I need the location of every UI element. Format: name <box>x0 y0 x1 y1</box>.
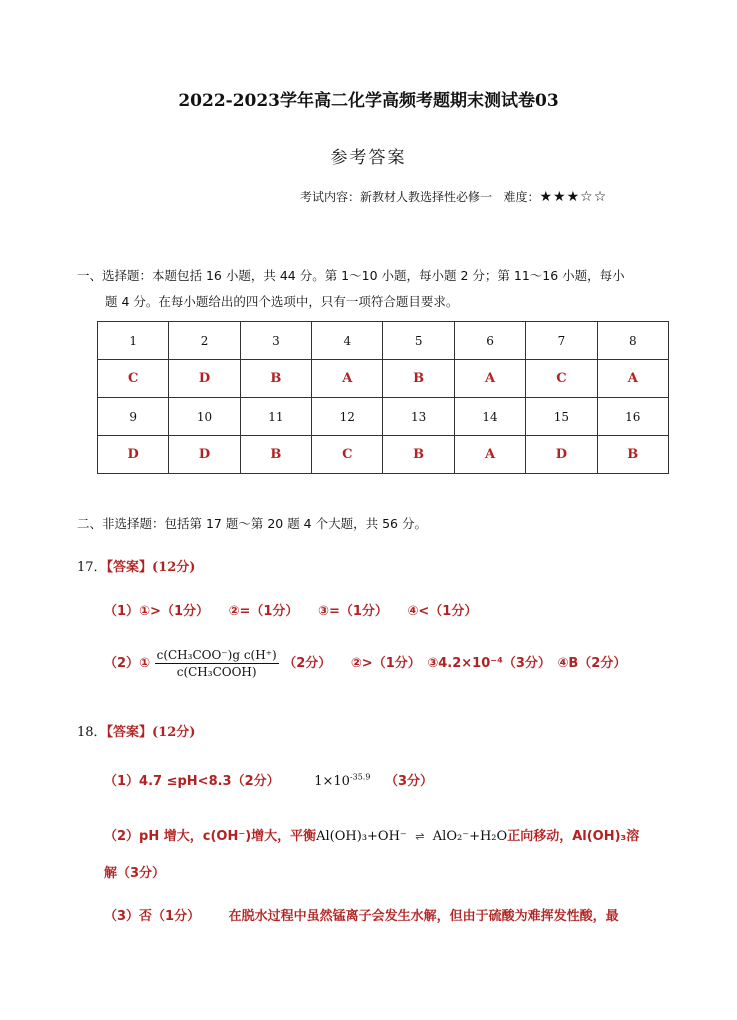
answer-cell: B <box>597 436 668 474</box>
table-cell: 5 <box>383 322 454 360</box>
fraction-denominator: c(CH₃COOH) <box>176 665 257 679</box>
table-cell: 6 <box>454 322 525 360</box>
q18-answer-tag: 【答案】(12分) <box>106 725 196 740</box>
answer-cell: A <box>454 436 525 474</box>
q18-part2-line2: 解（3分） <box>104 866 166 881</box>
answer-cell: A <box>312 360 383 398</box>
answer-cell: B <box>383 436 454 474</box>
table-cell: 11 <box>240 398 311 436</box>
table-cell: 15 <box>526 398 597 436</box>
q17-part2-rest: （2分） ②>（1分） ③4.2×10⁻⁴（3分） ④B（2分） <box>283 656 627 671</box>
answer-cell: D <box>526 436 597 474</box>
q18-header <box>77 721 195 740</box>
table-row-numbers-1 <box>98 322 669 360</box>
q18-part3-answer: （3）否（1分） <box>104 909 201 924</box>
q17-header <box>77 556 195 575</box>
answer-cell: C <box>526 360 597 398</box>
ksp-exponent: -35.9 <box>349 772 371 782</box>
answer-cell: A <box>597 360 668 398</box>
table-cell: 8 <box>597 322 668 360</box>
table-cell: 13 <box>383 398 454 436</box>
table-cell: 4 <box>312 322 383 360</box>
q17-answer-tag: 【答案】(12分) <box>106 560 196 575</box>
table-cell: 7 <box>526 322 597 360</box>
q18-part2-suffix: 正向移动，Al(OH)₃溶 <box>507 829 640 844</box>
equation-left: Al(OH)₃+OH⁻ <box>316 829 407 844</box>
q18-part3 <box>104 905 619 924</box>
ksp-base: 1×10 <box>314 774 350 789</box>
difficulty-stars: ★★★☆☆ <box>539 189 608 205</box>
q18-part2 <box>104 825 639 844</box>
ksp-value <box>314 774 370 789</box>
q18-part1-score: （3分） <box>384 774 433 789</box>
content-value: 新教材人教选择性必修一 <box>360 190 493 204</box>
answer-cell: B <box>240 436 311 474</box>
page-subtitle: 参考答案 <box>330 148 407 168</box>
answer-cell: A <box>454 360 525 398</box>
answer-cell: C <box>312 436 383 474</box>
equation-right: AlO₂⁻+H₂O <box>432 829 508 844</box>
q17-part2 <box>104 648 626 679</box>
table-row-answers-2 <box>98 436 669 474</box>
fraction-numerator: c(CH₃COO⁻)g c(H⁺) <box>156 648 277 662</box>
section1-line2: 题 4 分。在每小题给出的四个选项中，只有一项符合题目要求。 <box>105 294 459 309</box>
answer-cell: D <box>169 436 240 474</box>
q18-part2-prefix: （2）pH 增大，c(OH⁻)增大，平衡 <box>104 829 317 844</box>
table-cell: 14 <box>454 398 525 436</box>
table-cell: 3 <box>240 322 311 360</box>
table-cell: 10 <box>169 398 240 436</box>
difficulty-label: 难度： <box>503 190 540 204</box>
section1-line1: 一、选择题：本题包括 16 小题，共 44 分。第 1～10 小题，每小题 2 分；第 11～16 小题，每小 <box>77 268 625 283</box>
q17-number: 17． <box>77 560 107 575</box>
answer-table <box>97 321 669 474</box>
answer-cell: C <box>98 360 169 398</box>
answer-cell: D <box>98 436 169 474</box>
q18-part1 <box>104 770 433 789</box>
table-row-answers-1 <box>98 360 669 398</box>
section2-instructions: 二、非选择题：包括第 17 题～第 20 题 4 个大题，共 56 分。 <box>77 516 427 531</box>
exam-meta <box>300 188 607 205</box>
answer-cell: D <box>169 360 240 398</box>
table-cell: 1 <box>98 322 169 360</box>
table-cell: 16 <box>597 398 668 436</box>
q18-number: 18． <box>77 725 107 740</box>
q17-part1: （1）①>（1分） ②=（1分） ③=（1分） ④<（1分） <box>104 604 478 619</box>
table-row-numbers-2 <box>98 398 669 436</box>
q18-part3-explanation: 在脱水过程中虽然锰离子会发生水解，但由于硫酸为难挥发性酸，最 <box>228 909 619 924</box>
equilibrium-arrow-icon: ⇌ <box>415 830 425 843</box>
section1-instructions <box>77 263 677 315</box>
content-label: 考试内容： <box>300 190 361 204</box>
q18-part1-range: （1）4.7 ≤pH<8.3（2分） <box>104 774 280 789</box>
table-cell: 9 <box>98 398 169 436</box>
page-title: 2022-2023学年高二化学高频考题期末测试卷03 <box>178 91 559 111</box>
answer-cell: B <box>240 360 311 398</box>
answer-cell: B <box>383 360 454 398</box>
rate-fraction <box>155 648 279 679</box>
table-cell: 12 <box>312 398 383 436</box>
q17-part2-prefix: （2）① <box>104 656 151 671</box>
table-cell: 2 <box>169 322 240 360</box>
